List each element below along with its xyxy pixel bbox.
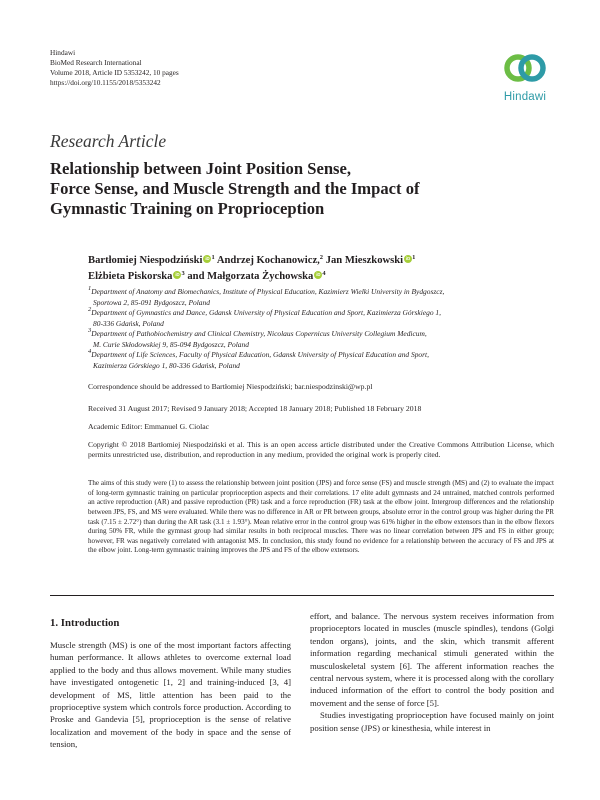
affiliation-item: $^2$Department of Gymnastics and Dance, Gdansk University of Physical Education and Sport, Kazimierza Górskiego 1,	[88, 306, 441, 317]
affiliation-item-cont: M. Curie Skłodowskiej 9, 85-094 Bydgoszcz, Poland	[93, 339, 249, 349]
publisher-name: Hindawi	[50, 48, 76, 57]
author-name[interactable]: Bartłomiej Niespodziński	[88, 255, 203, 266]
affiliation-item: $^4$Department of Life Sciences, Faculty of Physical Education, Gdansk University of Physical Education and Sport,	[88, 348, 429, 359]
affiliation-mark: 1	[412, 254, 416, 261]
academic-editor: Academic Editor: Emmanuel G. Ciolac	[88, 422, 210, 431]
orcid-icon[interactable]	[173, 271, 181, 279]
orcid-icon[interactable]	[203, 255, 211, 263]
section-heading: 1. Introduction	[50, 617, 120, 629]
abstract: The aims of this study were (1) to assess the relationship between joint position (JPS) and force sense (FS) and muscle strength (MS) and (2) to evaluate the impact of long-term gymnastic training on particular proprioception aspects and their correlations. 17 elite adult gymnasts and 24 untrained, matched controls performed an active reproduction (AR) and passive reproduction (PR) task and a force reproduction (FR) task at the elbow joint. Intergroup differences and the relationship between JPS, FS, and MS were evaluated. While there was no difference in AR or PR between groups, absolute error in the control group was higher during the PR task (7.15 ± 2.72°) than during the AR task (3.1 ± 1.93°). Mean relative error in the control group was 61% higher in the elbow extensors than in the elbow flexors during 50% FR, while the gymnast group had similar results in both reciprocal muscles. There was no linear correlation between JPS and FS in either group; however, FR was negatively correlated with antagonist MS. In conclusion, this study found no evidence for a relationship between the accuracy of FS and JPS at the elbow joint. Long-term gymnastic training improves the JPS and FS of the elbow extensors.	[88, 479, 554, 555]
affiliation-mark: 1	[211, 254, 215, 261]
author-list	[88, 253, 558, 284]
publication-dates: Received 31 August 2017; Revised 9 January 2018; Accepted 18 January 2018; Published 18 February 2018	[88, 404, 422, 413]
article-type: Research Article	[50, 131, 167, 151]
volume-info: Volume 2018, Article ID 5353242, 10 pages	[50, 68, 179, 77]
affiliation-item-cont: Sportowa 2, 85-091 Bydgoszcz, Poland	[93, 297, 210, 307]
paragraph: Studies investigating proprioception have focused mainly on joint position sense (JPS) or kinesthesia, while interest in	[310, 710, 554, 733]
author-name[interactable]: Elżbieta Piskorska	[88, 270, 173, 282]
doi-link[interactable]: https://doi.org/10.1155/2018/5353242	[50, 78, 161, 87]
affiliation-mark: 3	[181, 269, 185, 277]
author-conjunction: and	[187, 270, 205, 282]
body-column-right	[310, 610, 554, 734]
paragraph: effort, and balance. The nervous system receives information from proprioceptors located in muscles (muscle spindles), tendons (Golgi tendon organs), joints, and the skin, which transmit afferent information regarding mechanical stimuli generated within the musculoskeletal system [6]. The afferent information reaches the central nervous system, where it is processed along with the corollary induced information of the effort to control the body position and movement and the sense of force [5].	[310, 611, 554, 708]
journal-name: BioMed Research International	[50, 58, 142, 67]
title-line-3: Gymnastic Training on Proprioception	[50, 199, 325, 218]
title-line-1: Relationship between Joint Position Sense,	[50, 159, 352, 178]
affiliation-item-cont: Kazimierza Górskiego 1, 80-336 Gdańsk, Poland	[93, 360, 240, 370]
title-line-2: Force Sense, and Muscle Strength and the Impact of	[50, 179, 420, 198]
section-divider	[50, 595, 554, 596]
affiliation-list	[88, 287, 558, 371]
author-name[interactable]: Andrzej Kochanowicz,	[216, 255, 320, 266]
logo-text: Hindawi	[503, 91, 547, 103]
orcid-icon[interactable]	[314, 271, 322, 279]
orcid-icon[interactable]	[404, 255, 412, 263]
body-column-left	[50, 639, 291, 751]
affiliation-mark: 2	[319, 254, 324, 261]
author-name[interactable]: Jan Mieszkowski	[325, 255, 404, 266]
affiliation-item: $^3$Department of Pathobiochemistry and Clinical Chemistry, Nicolaus Copernicus University Collegium Medicum,	[88, 327, 427, 338]
author-name[interactable]: Małgorzata Żychowska	[207, 270, 314, 282]
paragraph: Muscle strength (MS) is one of the most important factors affecting human performance. It allows athletes to overcome external load applied to the body and thus allows movement. While many studies have investigated ontogenetic [1, 2] and training-induced [3, 4] development of MS, little attention has been paid to the proprioceptive system which controls force production. According to Proske and Gandevia [5], proprioception is the sense of relative localization and movement of the body in space and the sense of tension,	[50, 640, 291, 750]
affiliation-item-cont: 80-336 Gdańsk, Poland	[93, 318, 164, 328]
journal-info	[50, 48, 179, 88]
affiliation-item: $^1$Department of Anatomy and Biomechanics, Institute of Physical Education, Kazimierz Wielki University in Bydgoszcz,	[88, 285, 445, 296]
correspondence[interactable]: Correspondence should be addressed to Bartłomiej Niespodziński; bar.niespodzinski@wp.pl	[88, 382, 373, 391]
affiliation-mark: 4	[322, 269, 326, 277]
article-title	[50, 159, 550, 219]
copyright-notice: Copyright © 2018 Bartłomiej Niespodziński et al. This is an open access article distributed under the Creative Commons Attribution License, which permits unrestricted use, distribution, and reproduction in any medium, provided the original work is properly cited.	[88, 440, 554, 460]
